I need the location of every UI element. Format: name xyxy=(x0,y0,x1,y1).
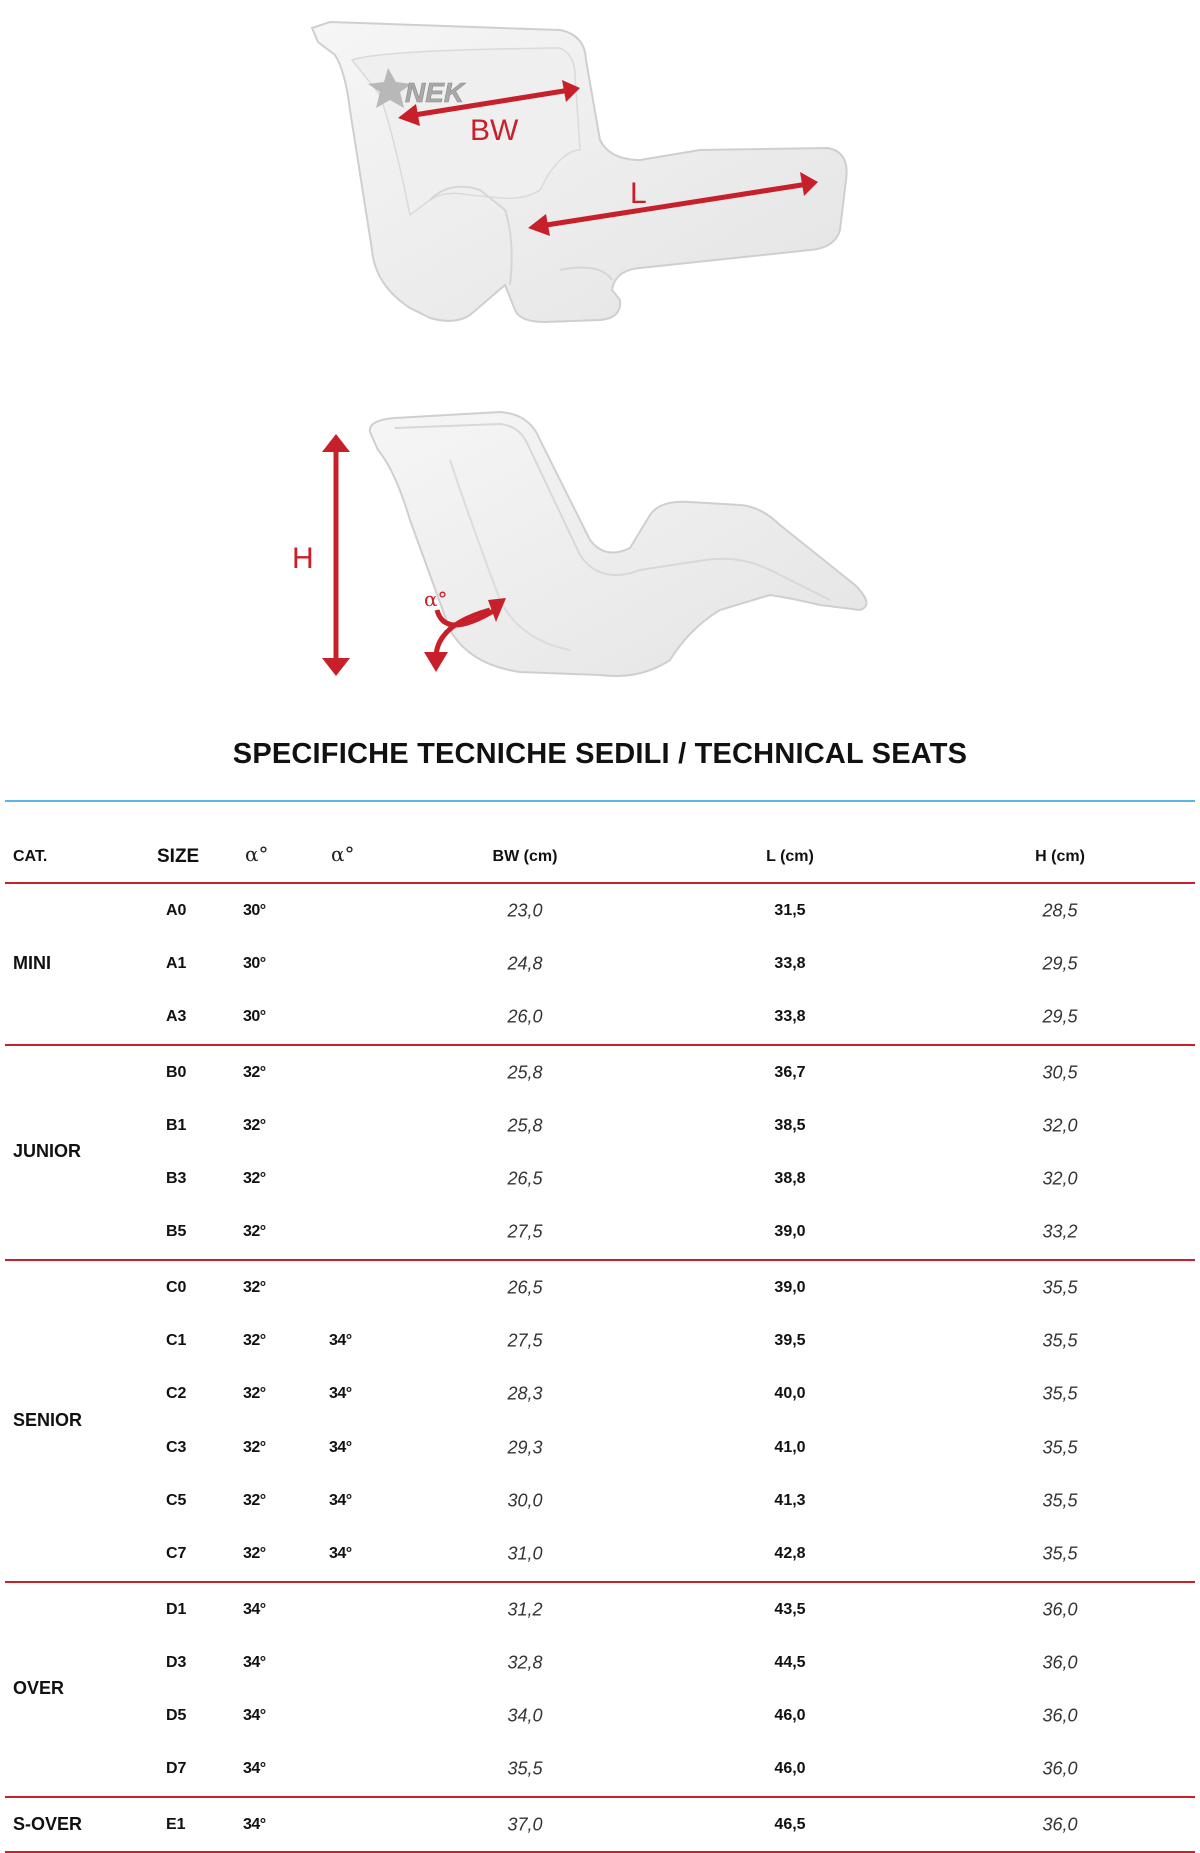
header-alpha-1: α° xyxy=(245,842,269,866)
size-cell: C1 xyxy=(166,1332,187,1350)
table-row xyxy=(0,1528,1200,1581)
bw-cell: 34,0 xyxy=(507,1705,543,1726)
bw-cell: 26,0 xyxy=(507,1006,543,1027)
size-cell: A1 xyxy=(166,954,187,972)
h-cell: 36,0 xyxy=(1042,1758,1078,1779)
alpha-1-cell: 34° xyxy=(243,1815,266,1833)
table-row xyxy=(0,1261,1200,1314)
h-cell: 33,2 xyxy=(1042,1221,1078,1242)
alpha-1-cell: 32° xyxy=(243,1116,266,1134)
size-cell: D3 xyxy=(166,1653,187,1671)
size-cell: E1 xyxy=(166,1815,186,1833)
table-row xyxy=(0,1689,1200,1742)
l-cell: 36,7 xyxy=(774,1063,806,1081)
size-cell: B0 xyxy=(166,1063,187,1081)
seat-diagram xyxy=(0,0,1200,720)
l-cell: 39,0 xyxy=(774,1278,806,1296)
page-title: SPECIFICHE TECNICHE SEDILI / TECHNICAL SEATS xyxy=(232,738,968,770)
h-cell: 32,0 xyxy=(1042,1115,1078,1136)
bw-cell: 31,0 xyxy=(507,1543,543,1564)
size-cell: B1 xyxy=(166,1116,187,1134)
table-row xyxy=(0,1636,1200,1689)
l-cell: 42,8 xyxy=(774,1545,806,1563)
seats-table xyxy=(0,840,1200,1853)
header-cat: CAT. xyxy=(13,848,48,865)
bw-cell: 27,5 xyxy=(507,1221,543,1242)
alpha-1-cell: 34° xyxy=(243,1600,266,1618)
bw-cell: 29,3 xyxy=(507,1437,543,1458)
bw-cell: 31,2 xyxy=(507,1599,543,1619)
alpha-1-cell: 34° xyxy=(243,1653,266,1671)
seat-top-view xyxy=(312,22,847,322)
alpha-2-cell: 34° xyxy=(329,1545,352,1563)
alpha-1-cell: 32° xyxy=(243,1170,266,1188)
size-cell: A0 xyxy=(166,901,187,919)
bw-cell: 37,0 xyxy=(507,1814,543,1835)
l-cell: 31,5 xyxy=(774,901,806,919)
table-row xyxy=(0,884,1200,937)
h-label: H xyxy=(292,542,314,575)
seat-side-view xyxy=(292,412,866,676)
l-cell: 46,0 xyxy=(774,1760,806,1778)
table-row xyxy=(0,1046,1200,1099)
size-cell: B3 xyxy=(166,1170,187,1188)
l-cell: 44,5 xyxy=(774,1653,806,1671)
h-cell: 35,5 xyxy=(1042,1490,1078,1511)
h-cell: 30,5 xyxy=(1042,1062,1078,1083)
bw-cell: 23,0 xyxy=(507,900,543,921)
size-cell: C2 xyxy=(166,1385,187,1403)
size-cell: C7 xyxy=(166,1545,187,1563)
table-row xyxy=(0,1583,1200,1636)
table-row xyxy=(0,1152,1200,1205)
bw-cell: 28,3 xyxy=(507,1383,543,1404)
bw-cell: 26,5 xyxy=(507,1168,543,1189)
size-cell: B5 xyxy=(166,1223,187,1241)
h-cell: 35,5 xyxy=(1042,1543,1078,1564)
h-cell: 29,5 xyxy=(1042,1006,1078,1027)
table-row xyxy=(0,1206,1200,1259)
alpha-1-cell: 30° xyxy=(243,954,266,972)
size-cell: D7 xyxy=(166,1760,187,1778)
table-row xyxy=(0,991,1200,1044)
header-h: H (cm) xyxy=(1035,848,1085,865)
alpha-1-cell: 32° xyxy=(243,1278,266,1296)
bw-cell: 26,5 xyxy=(507,1277,543,1298)
l-cell: 46,0 xyxy=(774,1707,806,1725)
seat-diagram-svg xyxy=(0,0,1200,720)
category-label: SENIOR xyxy=(13,1409,83,1430)
h-cell: 36,0 xyxy=(1042,1652,1078,1673)
alpha-1-cell: 32° xyxy=(243,1332,266,1350)
alpha-1-cell: 32° xyxy=(243,1385,266,1403)
size-cell: C0 xyxy=(166,1278,187,1296)
alpha-2-cell: 34° xyxy=(329,1438,352,1456)
alpha-1-cell: 34° xyxy=(243,1707,266,1725)
category-label: MINI xyxy=(13,952,51,973)
table-body xyxy=(0,884,1200,1853)
svg-text:NEK: NEK xyxy=(405,77,465,108)
alpha-1-cell: 30° xyxy=(243,901,266,919)
size-cell: D1 xyxy=(166,1600,187,1618)
header-l: L (cm) xyxy=(766,848,814,865)
category-group xyxy=(0,1261,1200,1581)
l-cell: 40,0 xyxy=(774,1385,806,1403)
category-label: OVER xyxy=(13,1678,65,1699)
alpha-1-cell: 30° xyxy=(243,1008,266,1026)
bw-cell: 32,8 xyxy=(507,1652,543,1673)
alpha-1-cell: 34° xyxy=(243,1760,266,1778)
title-divider xyxy=(5,800,1195,802)
l-label: L xyxy=(630,177,647,210)
category-group xyxy=(0,1583,1200,1796)
h-cell: 29,5 xyxy=(1042,953,1078,974)
table-row xyxy=(0,1421,1200,1474)
alpha-1-cell: 32° xyxy=(243,1491,266,1509)
bw-cell: 25,8 xyxy=(507,1115,543,1136)
header-bw: BW (cm) xyxy=(492,848,558,865)
header-alpha-2: α° xyxy=(331,842,355,866)
alpha-label: α° xyxy=(424,587,448,611)
h-cell: 32,0 xyxy=(1042,1168,1078,1189)
l-cell: 41,3 xyxy=(774,1491,806,1509)
l-cell: 46,5 xyxy=(774,1815,806,1833)
bw-cell: 24,8 xyxy=(507,953,543,974)
alpha-2-cell: 34° xyxy=(329,1332,352,1350)
table-row xyxy=(0,937,1200,990)
size-cell: C5 xyxy=(166,1491,187,1509)
alpha-1-cell: 32° xyxy=(243,1223,266,1241)
l-cell: 41,0 xyxy=(774,1438,806,1456)
h-cell: 36,0 xyxy=(1042,1705,1078,1726)
table-row xyxy=(0,1368,1200,1421)
alpha-1-cell: 32° xyxy=(243,1063,266,1081)
table-row xyxy=(0,1474,1200,1527)
category-label: S-OVER xyxy=(13,1813,83,1834)
table-row xyxy=(0,1798,1200,1851)
size-cell: A3 xyxy=(166,1008,187,1026)
table-row xyxy=(0,1314,1200,1367)
h-cell: 36,0 xyxy=(1042,1814,1078,1835)
category-label: JUNIOR xyxy=(13,1141,82,1162)
h-cell: 36,0 xyxy=(1042,1599,1078,1619)
bw-cell: 30,0 xyxy=(507,1490,543,1511)
l-cell: 38,5 xyxy=(774,1116,806,1134)
category-group xyxy=(0,884,1200,1044)
l-cell: 39,5 xyxy=(774,1332,806,1350)
size-cell: C3 xyxy=(166,1438,187,1456)
h-cell: 28,5 xyxy=(1042,900,1078,921)
table-row xyxy=(0,1743,1200,1796)
category-group xyxy=(0,1046,1200,1259)
l-cell: 33,8 xyxy=(774,954,806,972)
size-cell: D5 xyxy=(166,1707,187,1725)
l-cell: 43,5 xyxy=(774,1600,806,1618)
h-arrow xyxy=(322,434,350,676)
bw-cell: 27,5 xyxy=(507,1330,543,1351)
bw-cell: 25,8 xyxy=(507,1062,543,1083)
alpha-1-cell: 32° xyxy=(243,1545,266,1563)
alpha-2-cell: 34° xyxy=(329,1491,352,1509)
table-row xyxy=(0,1099,1200,1152)
h-cell: 35,5 xyxy=(1042,1383,1078,1404)
category-group xyxy=(0,1798,1200,1851)
h-cell: 35,5 xyxy=(1042,1437,1078,1458)
l-cell: 38,8 xyxy=(774,1170,806,1188)
l-cell: 39,0 xyxy=(774,1223,806,1241)
bw-label: BW xyxy=(470,114,519,147)
bw-cell: 35,5 xyxy=(507,1758,543,1779)
header-size: SIZE xyxy=(157,846,200,867)
alpha-2-cell: 34° xyxy=(329,1385,352,1403)
l-cell: 33,8 xyxy=(774,1008,806,1026)
h-cell: 35,5 xyxy=(1042,1330,1078,1351)
table-header xyxy=(0,840,1200,882)
alpha-1-cell: 32° xyxy=(243,1438,266,1456)
h-cell: 35,5 xyxy=(1042,1277,1078,1298)
